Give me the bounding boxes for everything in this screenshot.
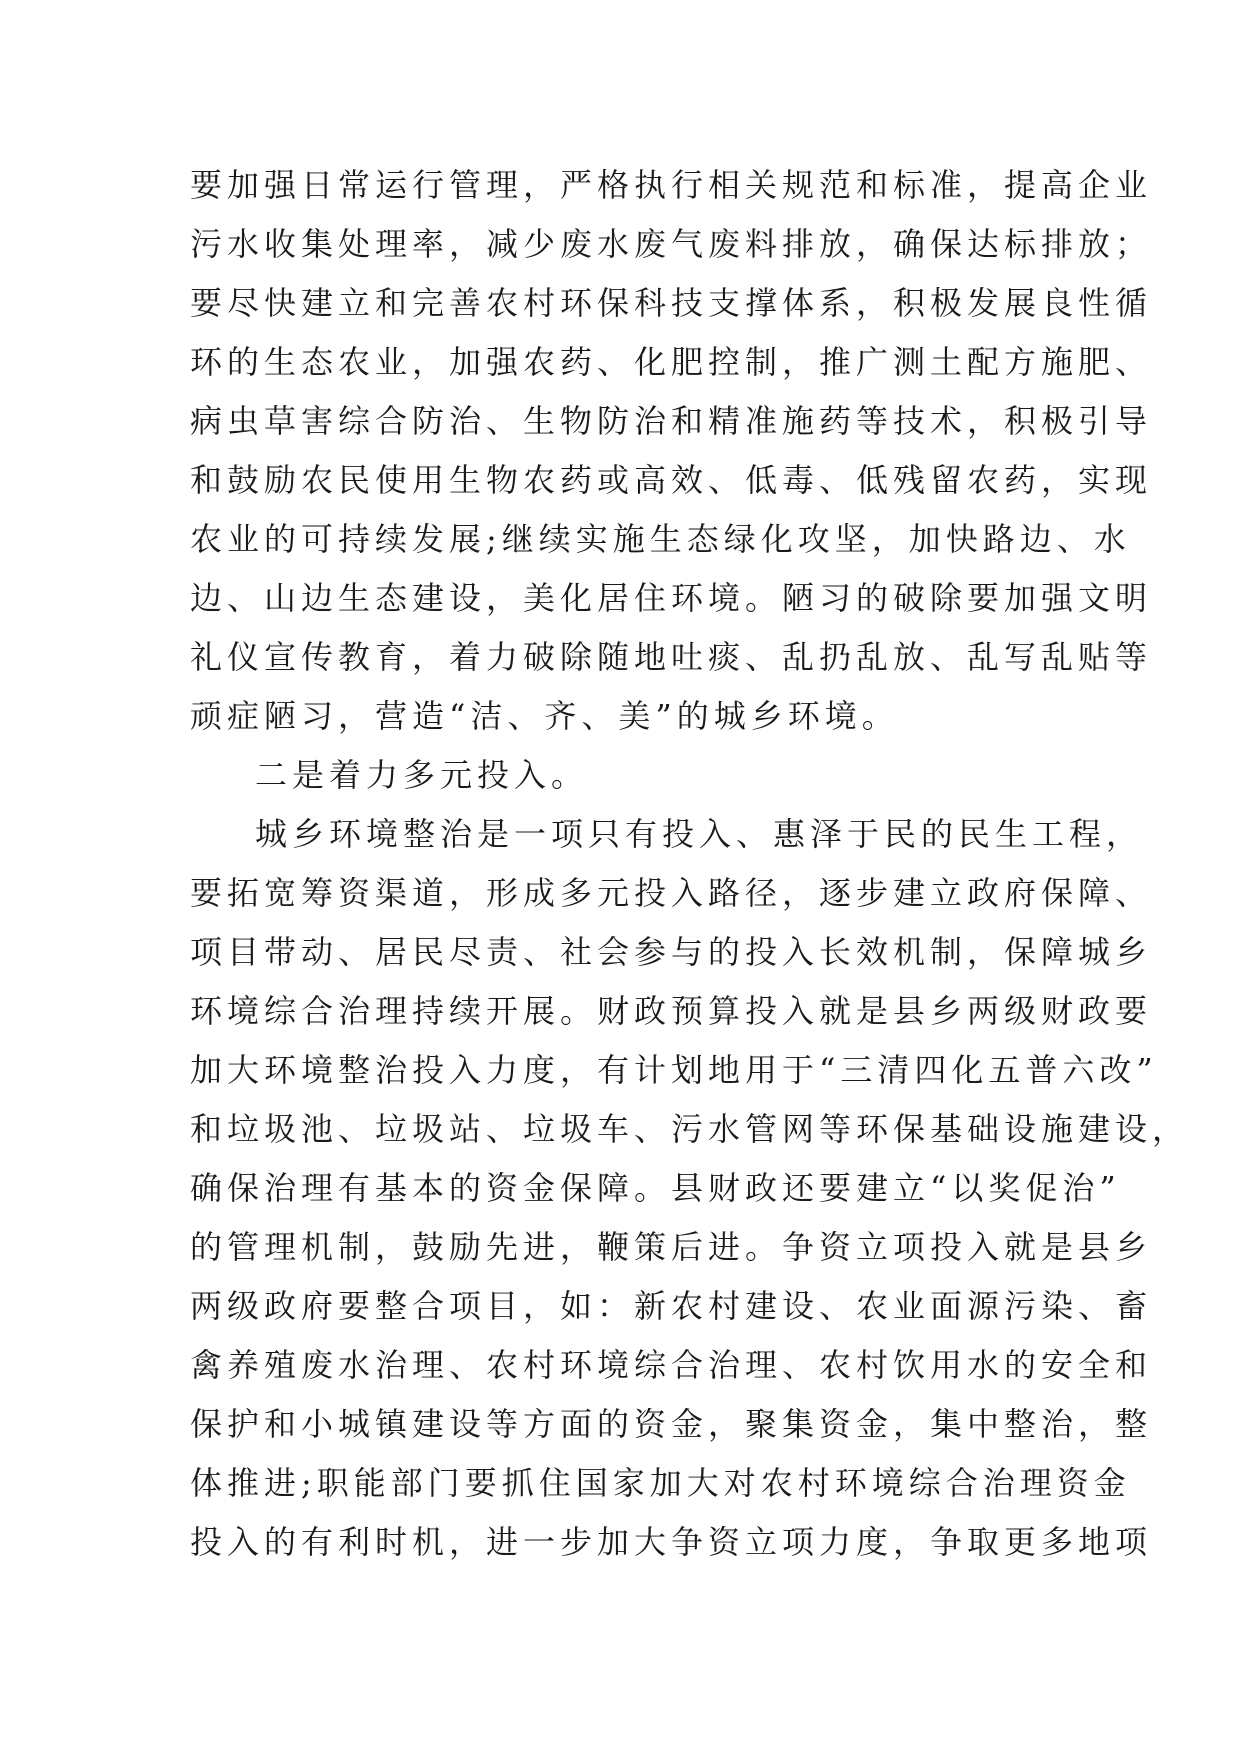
text-line: 投入的有利时机，进一步加大争资立项力度，争取更多地项 <box>190 1523 1153 1561</box>
text-line: 加大环境整治投入力度，有计划地用于“三清四化五普六改” <box>190 1051 1158 1089</box>
text-line: 病虫草害综合防治、生物防治和精准施药等技术，积极引导 <box>190 402 1153 440</box>
text-line: 和垃圾池、垃圾站、垃圾车、污水管网等环保基础设施建设， <box>190 1110 1190 1148</box>
text-line: 保护和小城镇建设等方面的资金，聚集资金，集中整治，整 <box>190 1405 1153 1443</box>
text-line: 要加强日常运行管理，严格执行相关规范和标准，提高企业 <box>190 166 1153 204</box>
text-line: 污水收集处理率，减少废水废气废料排放，确保达标排放； <box>190 225 1153 263</box>
text-line: 要尽快建立和完善农村环保科技支撑体系，积极发展良性循 <box>190 284 1153 322</box>
text-line: 项目带动、居民尽责、社会参与的投入长效机制，保障城乡 <box>190 933 1153 971</box>
text-line: 礼仪宣传教育，着力破除随地吐痰、乱扔乱放、乱写乱贴等 <box>190 638 1153 676</box>
text-line: 两级政府要整合项目，如：新农村建设、农业面源污染、畜 <box>190 1287 1153 1325</box>
text-line: 顽症陋习，营造“洁、齐、美”的城乡环境。 <box>190 697 899 735</box>
text-line: 和鼓励农民使用生物农药或高效、低毒、低残留农药，实现 <box>190 461 1153 499</box>
section-heading: 二是着力多元投入。 <box>255 756 589 794</box>
text-line: 体推进;职能部门要抓住国家加大对农村环境综合治理资金 <box>190 1464 1131 1502</box>
text-line: 边、山边生态建设，美化居住环境。陋习的破除要加强文明 <box>190 579 1153 617</box>
paragraph-first-line: 城乡环境整治是一项只有投入、惠泽于民的民生工程， <box>255 815 1144 853</box>
text-line: 农业的可持续发展;继续实施生态绿化攻坚，加快路边、水 <box>190 520 1131 558</box>
text-line: 的管理机制，鼓励先进，鞭策后进。争资立项投入就是县乡 <box>190 1228 1153 1266</box>
text-line: 确保治理有基本的资金保障。县财政还要建立“以奖促治” <box>190 1169 1121 1207</box>
text-line: 禽养殖废水治理、农村环境综合治理、农村饮用水的安全和 <box>190 1346 1153 1384</box>
text-line: 要拓宽筹资渠道，形成多元投入路径，逐步建立政府保障、 <box>190 874 1153 912</box>
text-line: 环的生态农业，加强农药、化肥控制，推广测土配方施肥、 <box>190 343 1153 381</box>
text-line: 环境综合治理持续开展。财政预算投入就是县乡两级财政要 <box>190 992 1153 1030</box>
